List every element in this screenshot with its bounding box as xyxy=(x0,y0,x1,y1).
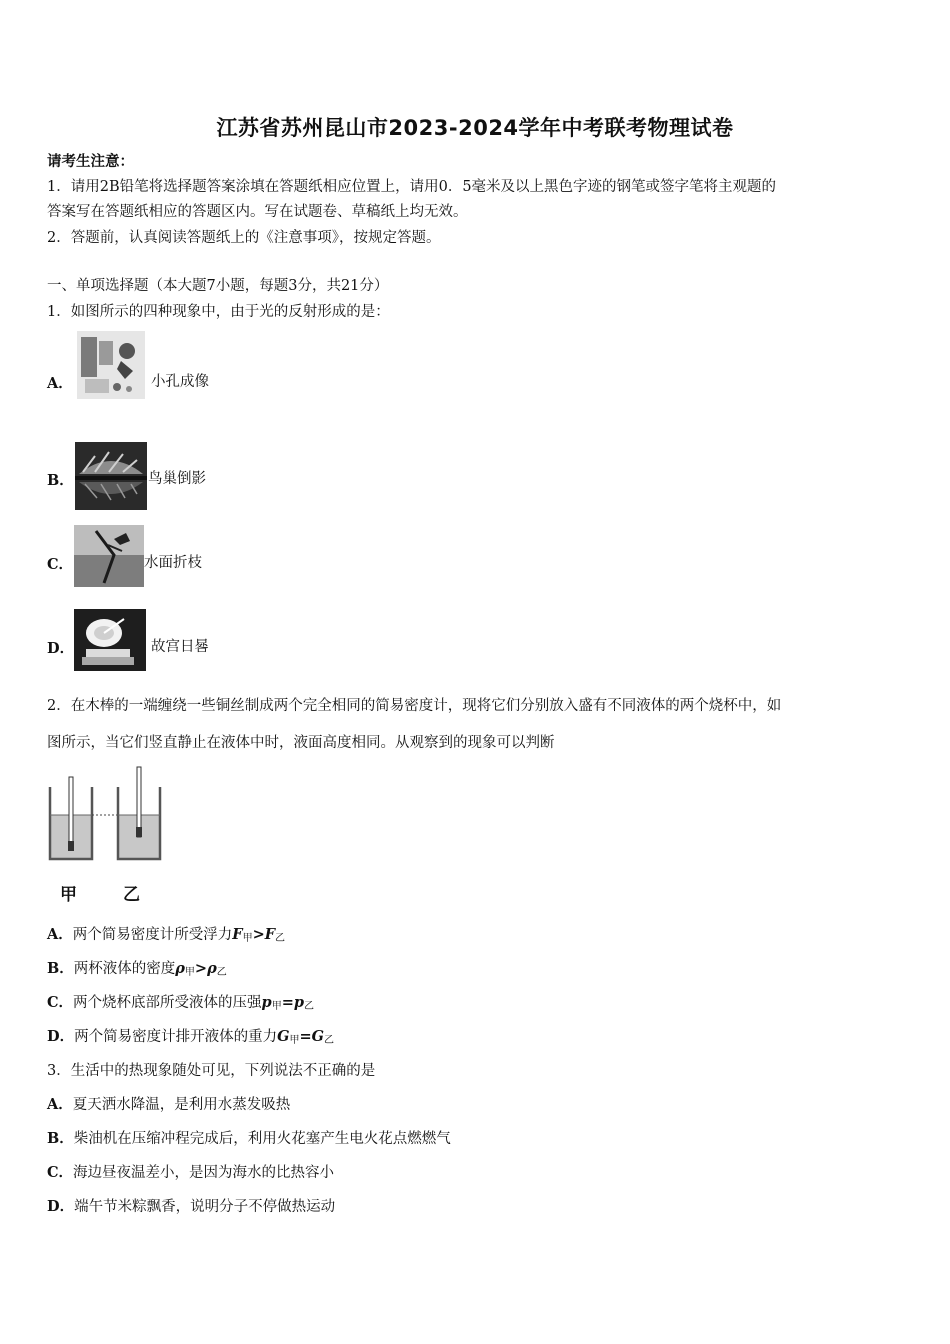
q2-option-a-sym2: F xyxy=(264,926,276,943)
birds-nest-reflection-image xyxy=(75,442,147,510)
q1-option-d-letter: D． xyxy=(47,640,75,657)
bent-branch-image xyxy=(74,525,144,587)
notice-heading: 请考生注意： xyxy=(47,153,134,170)
q2-option-c-text: 两个烧杯底部所受液体的压强 xyxy=(73,995,262,1011)
q2-option-d-op: = xyxy=(299,1028,312,1045)
q1-option-d-label: 故宫日晷 xyxy=(151,639,209,655)
q2-option-c-op: = xyxy=(281,994,294,1011)
q1-option-c-label: 水面折枝 xyxy=(144,555,202,571)
q2-option-d-letter: D． xyxy=(47,1028,75,1045)
q2-option-a-text: 两个简易密度计所受浮力 xyxy=(72,927,233,943)
notice-line-1a: 1．请用2B铅笔将选择题答案涂填在答题纸相应位置上，请用0．5毫米及以上黑色字迹的钢笔或签字笔将主观题的 xyxy=(47,179,777,195)
q3-option-a-text: 夏天洒水降温，是利用水蒸发吸热 xyxy=(72,1097,291,1113)
q2-option-c-letter: C． xyxy=(47,994,74,1011)
q2-option-b-letter: B． xyxy=(47,960,74,977)
q2-option-b-sub1: 甲 xyxy=(184,967,195,978)
q2-option-c xyxy=(47,993,314,1017)
q3-option-b-text: 柴油机在压缩冲程完成后，利用火花塞产生电火花点燃燃气 xyxy=(73,1131,451,1147)
notice-line-1b: 答案写在答题纸相应的答题区内。写在试题卷、草稿纸上均无效。 xyxy=(47,204,468,220)
page-title: 江苏省苏州昆山市2023-2024学年中考联考物理试卷 xyxy=(216,116,734,140)
figure-label-jia: 甲 xyxy=(60,885,77,905)
q3-option-a-letter: A． xyxy=(47,1096,73,1113)
q3-option-b-letter: B． xyxy=(47,1130,74,1147)
q2-option-b-sub2: 乙 xyxy=(216,967,227,978)
q2-option-d-sym2: G xyxy=(311,1028,325,1045)
q3-option-a xyxy=(47,1095,290,1115)
q1-option-b-label: 鸟巢倒影 xyxy=(148,471,206,487)
question-2-stem-2: 图所示，当它们竖直静止在液体中时，液面高度相同。从观察到的现象可以判断 xyxy=(47,735,555,751)
q1-option-a-label: 小孔成像 xyxy=(151,374,209,390)
q2-option-b-sym1: ρ xyxy=(175,960,185,977)
q1-option-c-letter: C． xyxy=(47,556,74,573)
q2-option-d-sym1: G xyxy=(277,1028,290,1045)
question-1-stem: 1．如图所示的四种现象中，由于光的反射形成的是： xyxy=(47,304,390,320)
q3-option-b xyxy=(47,1129,451,1149)
q3-option-c-letter: C． xyxy=(47,1164,74,1181)
q2-option-d xyxy=(47,1027,334,1051)
q2-option-d-sub1: 甲 xyxy=(289,1035,300,1046)
q2-option-a xyxy=(47,925,285,949)
q2-option-c-sub2: 乙 xyxy=(303,1001,314,1012)
pinhole-image xyxy=(77,331,145,399)
q2-option-c-sub1: 甲 xyxy=(271,1001,282,1012)
figure-label-yi: 乙 xyxy=(123,885,140,905)
q3-option-d xyxy=(47,1197,335,1217)
q3-option-d-text: 端午节米粽飘香，说明分子不停做热运动 xyxy=(74,1199,336,1215)
sundial-image xyxy=(74,609,146,671)
q1-option-a-letter: A． xyxy=(47,375,73,392)
q2-option-d-sub2: 乙 xyxy=(324,1035,335,1046)
q2-option-a-sym1: F xyxy=(232,926,243,943)
q1-option-b-letter: B． xyxy=(47,472,74,489)
question-3-stem: 3．生活中的热现象随处可见，下列说法不正确的是 xyxy=(47,1063,376,1079)
notice-line-2: 2．答题前，认真阅读答题纸上的《注意事项》，按规定答题。 xyxy=(47,230,441,246)
question-2-stem-1: 2．在木棒的一端缠绕一些铜丝制成两个完全相同的简易密度计，现将它们分别放入盛有不同液体的两个烧杯中，如 xyxy=(47,698,782,714)
q2-option-a-letter: A． xyxy=(47,926,73,943)
q2-option-b xyxy=(47,959,227,983)
q2-option-a-sub2: 乙 xyxy=(275,933,286,944)
q2-option-b-op: > xyxy=(194,960,208,977)
q2-option-b-sym2: ρ xyxy=(207,960,217,977)
q2-option-a-op: > xyxy=(252,926,265,943)
q3-option-c-text: 海边昼夜温差小，是因为海水的比热容小 xyxy=(73,1165,335,1181)
density-meter-figure xyxy=(44,763,174,863)
q2-option-c-sym2: p xyxy=(293,994,304,1011)
q2-option-a-sub1: 甲 xyxy=(242,933,253,944)
q2-option-b-text: 两杯液体的密度 xyxy=(73,961,176,977)
section-heading: 一、单项选择题（本大题7小题，每题3分，共21分） xyxy=(47,278,389,294)
q3-option-c xyxy=(47,1163,334,1183)
q2-option-d-text: 两个简易密度计排开液体的重力 xyxy=(74,1029,278,1045)
q3-option-d-letter: D． xyxy=(47,1198,75,1215)
q2-option-c-sym1: p xyxy=(261,994,272,1011)
